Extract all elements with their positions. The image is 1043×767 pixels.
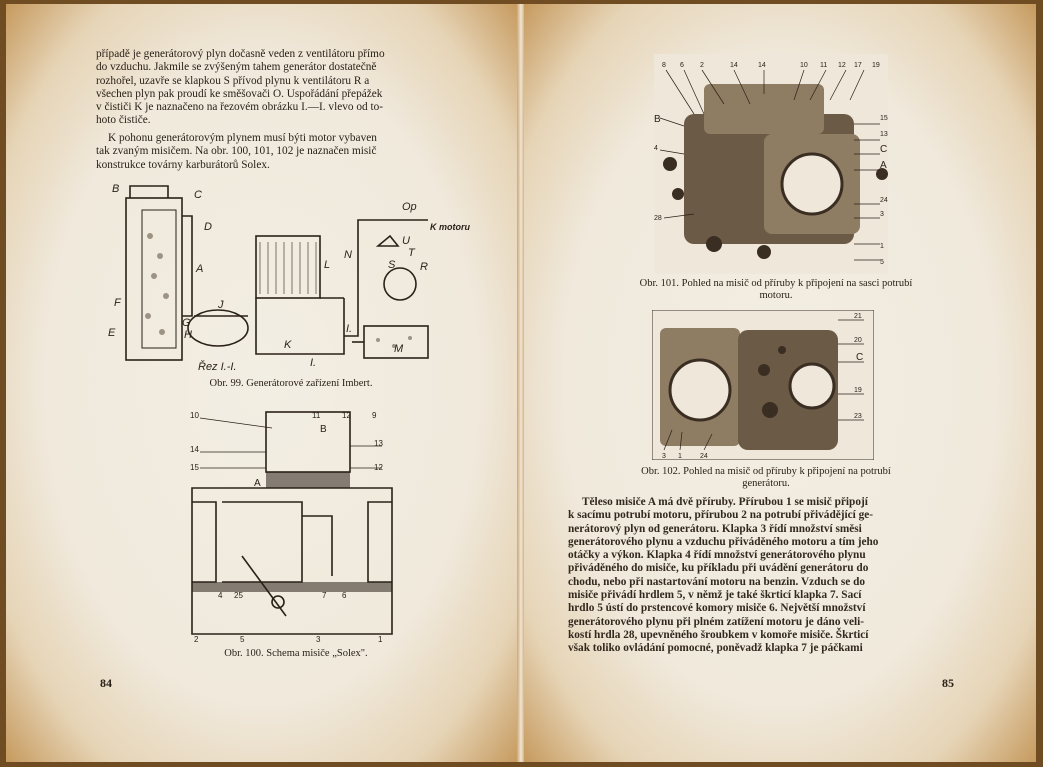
cleaner-k — [256, 298, 344, 354]
page-number-right: 85 — [942, 676, 954, 690]
label-5: 5 — [240, 635, 245, 644]
mixer-body — [192, 488, 392, 634]
generator-side-pipe — [182, 216, 192, 316]
text-line: kostí hrdla 28, upevněného šroubkem v komoře misiče. Škrticí — [568, 628, 869, 641]
label-b: B — [320, 424, 327, 435]
text-line: chodu, nebo při nastartování motoru na benzin. Vzduch se do — [568, 575, 866, 588]
left-paragraph-2 — [96, 132, 476, 172]
figure-102-caption — [586, 466, 946, 490]
text-line: přiváděného do misiče, ku příkladu při uvádění generátoru do — [568, 562, 869, 575]
label-b: B — [112, 183, 120, 195]
top-housing — [266, 412, 350, 472]
label-2: 2 — [700, 62, 704, 69]
label-19: 19 — [854, 387, 862, 394]
label-n: N — [344, 249, 352, 261]
figure-101-mixer-photo — [654, 54, 888, 274]
label-c: C — [880, 144, 888, 155]
label-28: 28 — [654, 215, 662, 222]
caption-line: Obr. 101. Pohled na misič od příruby k připojení na sasci potrubí — [639, 278, 913, 289]
label-14: 14 — [190, 445, 199, 454]
label-a: A — [196, 263, 204, 275]
label-4: 4 — [218, 591, 223, 600]
label-14b: 14 — [758, 62, 766, 69]
figure-99-imbert-diagram — [98, 176, 488, 374]
label-s: S — [388, 259, 396, 271]
mixer-o — [378, 236, 398, 246]
figure-100-solex-schema — [182, 406, 402, 646]
label-h: H — [184, 329, 192, 341]
right-paragraph — [568, 496, 964, 656]
text-line: hoto čističe. — [96, 114, 151, 127]
text-line: tak zvaným misičem. Na obr. 100, 101, 102 je naznačen misič — [96, 145, 377, 158]
label-e: E — [108, 327, 116, 339]
text-line: konstrukce továrny karburátorů Solex. — [96, 158, 270, 171]
label-24: 24 — [880, 197, 888, 204]
label-15: 15 — [880, 115, 888, 122]
caption-line: Obr. 102. Pohled na misič od příruby k připojení na potrubí — [641, 466, 891, 477]
label-8: 8 — [662, 62, 666, 69]
label-10: 10 — [800, 62, 808, 69]
label-15: 15 — [190, 463, 199, 472]
text-line: všechen plyn pak proudí ke směšovači O. Uspořádání přepážek — [96, 87, 383, 100]
caption-line: motoru. — [759, 290, 793, 301]
label-1: 1 — [678, 453, 682, 460]
label-3: 3 — [880, 211, 884, 218]
label-12: 12 — [838, 62, 846, 69]
book-spread — [6, 4, 1036, 762]
label-4: 4 — [654, 145, 658, 152]
label-2: 2 — [194, 635, 199, 644]
fan-r — [384, 268, 416, 300]
label-17: 17 — [854, 62, 862, 69]
label-k: K — [284, 339, 292, 351]
label-r: R — [420, 261, 428, 273]
label-24: 24 — [700, 453, 708, 460]
text-line: rozhořel, uzavře se klapkou S přívod plynu k ventilátoru R a — [96, 74, 370, 87]
label-1: 1 — [378, 635, 383, 644]
label-23: 23 — [854, 413, 862, 420]
text-line: nerátorový plyn od generátoru. Klapka 3 řídí množství směsi — [568, 522, 862, 535]
label-25: 25 — [234, 591, 243, 600]
figure-100-caption: Obr. 100. Schema misiče „Solex". — [224, 648, 368, 659]
text-line: do vzduchu. Jakmile se zvýšeným tahem generátor dostatečně — [96, 61, 377, 74]
label-d: D — [204, 221, 212, 233]
label-c: C — [194, 189, 202, 201]
label-14a: 14 — [730, 62, 738, 69]
air-channel — [222, 502, 302, 582]
label-19: 19 — [872, 62, 880, 69]
right-page — [524, 4, 1036, 762]
label-11: 11 — [312, 411, 321, 420]
label-20: 20 — [854, 337, 862, 344]
label-3: 3 — [316, 635, 321, 644]
figure-102-mixer-photo — [652, 310, 874, 460]
text-line: hrdlo 5 ústí do prstencové komory misiče 6. Největší množství — [568, 602, 866, 615]
label-3: 3 — [662, 453, 666, 460]
text-line: generátorového plynu při plném zatížení motoru je dáno veli- — [568, 615, 864, 628]
text-line: v čističi K je naznačeno na řezovém obrázku I.—I. vlevo od to- — [96, 101, 384, 114]
left-flange — [192, 502, 216, 582]
text-line: Těleso misiče A má dvě příruby. Přírubou 1 se misič připojí — [582, 496, 868, 508]
figure-101-caption — [576, 278, 976, 302]
label-1: 1 — [880, 243, 884, 250]
label-13: 13 — [880, 131, 888, 138]
gas-channel — [302, 516, 332, 576]
caption-line: generátoru. — [742, 478, 790, 489]
pipe-n — [344, 220, 388, 336]
label-g: G — [182, 317, 191, 329]
figure-99-caption: Obr. 99. Generátorové zařízení Imbert. — [209, 378, 373, 389]
label-m: M — [394, 343, 404, 355]
label-k-motoru: K motoru — [430, 222, 470, 232]
left-paragraph-1 — [96, 48, 476, 128]
label-7: 7 — [322, 591, 327, 600]
text-line: K pohonu generátorovým plynem musí býti motor vybaven — [108, 132, 377, 144]
text-line: misiče přivádí hrdlem 5, v němž je také škrticí klapka 7. Sací — [568, 589, 862, 602]
label-9: 9 — [372, 411, 377, 420]
label-f: F — [114, 297, 121, 309]
label-10: 10 — [190, 411, 199, 420]
cooler-box — [256, 236, 320, 298]
label-l: L — [324, 259, 331, 271]
label-a: A — [880, 160, 887, 171]
text-line: k sacímu potrubí motoru, přírubou 2 na potrubí přivádějící ge- — [568, 509, 874, 522]
label-6: 6 — [342, 591, 347, 600]
text-line: však toliko ovládání pomocné, poněvadž klapka 7 je páčkami — [568, 642, 863, 655]
label-op: Op — [402, 201, 417, 213]
text-line: otáčky a výkon. Klapka 4 řídí množství generátorového plynu — [568, 549, 866, 562]
label-u: U — [402, 235, 410, 247]
label-13: 13 — [374, 439, 383, 448]
label-i-2: I. — [346, 323, 353, 335]
label-j: J — [218, 299, 224, 311]
label-21: 21 — [854, 313, 862, 320]
label-11: 11 — [820, 62, 828, 69]
label-a: A — [254, 478, 261, 489]
label-section: Řez I.-I. — [198, 361, 237, 373]
text-line: případě je generátorový plyn dočasně veden z ventilátoru přímo — [96, 48, 385, 60]
label-i-1: I. — [310, 357, 317, 369]
page-number-left: 84 — [100, 676, 112, 690]
generator-inner — [142, 210, 176, 348]
label-12b: 12 — [374, 463, 383, 472]
label-c: C — [856, 352, 864, 363]
left-page — [6, 4, 518, 762]
label-5: 5 — [880, 259, 884, 266]
label-t: T — [408, 247, 415, 259]
text-line: generátorového plynu a vzduchu přiváděného motoru a tím jeho — [568, 535, 879, 548]
right-flange — [368, 502, 392, 582]
label-6: 6 — [680, 62, 684, 69]
label-b: B — [654, 114, 661, 125]
generator-lid — [130, 186, 168, 198]
label-12a: 12 — [342, 411, 351, 420]
